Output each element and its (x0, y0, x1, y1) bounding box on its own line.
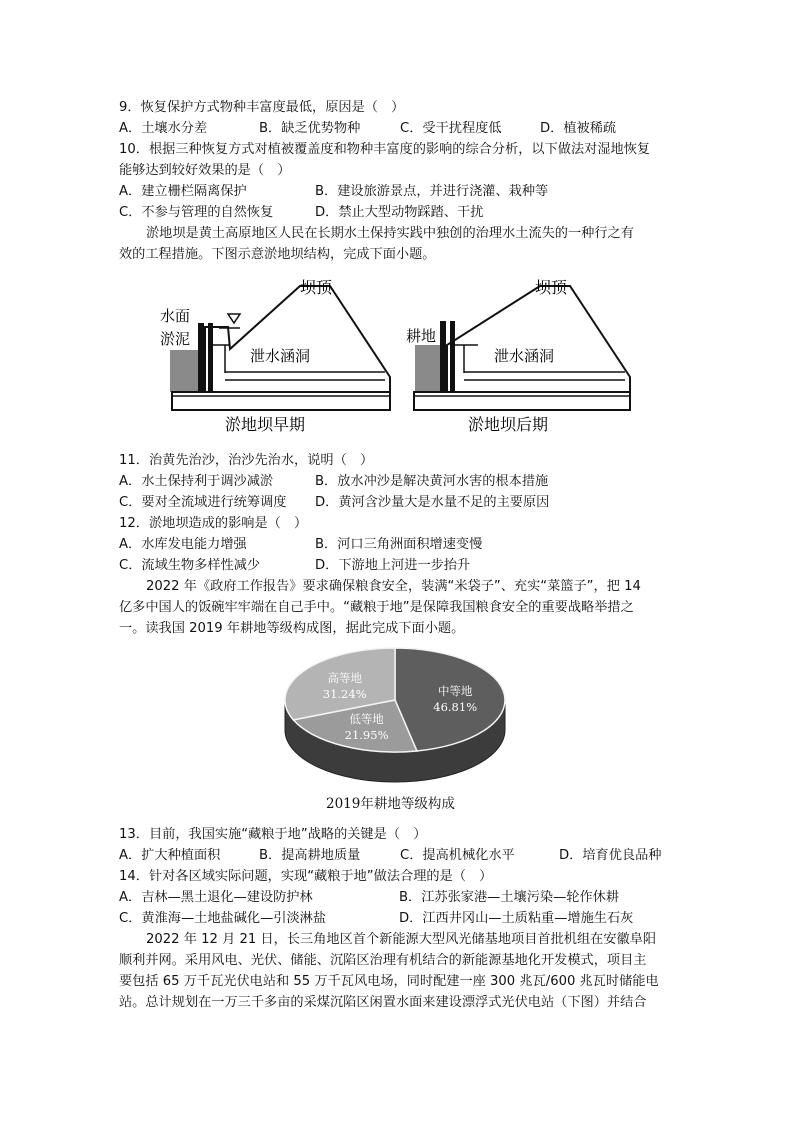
pie-category-label-0: 中等地 (437, 684, 473, 699)
q10-option-a[interactable]: A．建立栅栏隔离保护 (119, 184, 247, 199)
energy-intro-line2: 顺利并网。采用风电、光伏、储能、沉陷区治理有机结合的新能源基地化开发模式，项目主 (119, 953, 647, 968)
silt-label: 淤泥 (160, 330, 191, 348)
culvert-label-early: 泄水涵洞 (250, 347, 311, 365)
q14-option-b[interactable]: B．江苏张家港—土壤污染—轮作休耕 (399, 890, 620, 905)
energy-intro-line3: 要包括 65 万千瓦光伏电站和 55 万千瓦风电场，同时配建一座 300 兆瓦/600 兆瓦时储能电 (119, 974, 659, 989)
q9-option-a[interactable]: A．土壤水分差 (119, 121, 208, 136)
dam-base-late (414, 392, 630, 410)
q13-option-d[interactable]: D．培育优良品种 (559, 848, 662, 863)
pie-value-label-0: 46.81% (433, 700, 478, 715)
q13-option-c[interactable]: C．提高机械化水平 (400, 848, 515, 863)
culvert-label-late: 泄水涵洞 (494, 347, 555, 365)
q10-stem-line2: 能够达到较好效果的是（ ） (119, 163, 291, 178)
drain-tower-right (208, 323, 213, 395)
pie-category-label-2: 高等地 (327, 671, 362, 686)
pie-category-label-1: 低等地 (349, 712, 384, 727)
energy-intro-line1: 2022 年 12 月 21 日，长三角地区首个新能源大型风光储基地项目首批机组在安徽阜阳 (146, 932, 657, 947)
farmland-label: 耕地 (406, 327, 437, 345)
q14-option-a[interactable]: A．吉林—黑土退化—建设防护林 (119, 890, 313, 905)
q13-stem: 13．目前，我国实施“藏粮于地”战略的关键是（ ） (119, 827, 427, 842)
grain-intro-line1: 2022 年《政府工作报告》要求确保粮食安全，装满“米袋子”、充实“菜篮子”，把 14 (146, 579, 641, 594)
q13-option-a[interactable]: A．扩大种植面积 (119, 848, 221, 863)
drain-tower-late-right (450, 321, 455, 395)
q11-option-b[interactable]: B．放水冲沙是解决黄河水害的根本措施 (315, 474, 549, 489)
q10-option-b[interactable]: B．建设旅游景点，并进行浇灌、栽种等 (315, 184, 549, 199)
q9-option-b[interactable]: B．缺乏优势物种 (259, 121, 361, 136)
q11-option-a[interactable]: A．水土保持利于调沙减淤 (119, 474, 274, 489)
farmland-grade-pie-chart (270, 645, 520, 815)
q12-option-c[interactable]: C．流域生物多样性减少 (119, 558, 261, 573)
caption-early: 淤地坝早期 (225, 415, 306, 434)
water-surface-label: 水面 (160, 307, 191, 325)
q10-stem-line1: 10．根据三种恢复方式对植被覆盖度和物种丰富度的影响的综合分析，以下做法对湿地恢复 (119, 142, 651, 157)
dam-intro-line2: 效的工程措施。下图示意淤地坝结构，完成下面小题。 (119, 247, 436, 262)
pie-chart-title: 2019年耕地等级构成 (326, 796, 455, 812)
dam-top-label-late: 坝顶 (535, 278, 568, 297)
energy-intro-line4: 站。总计规划在一万三千多亩的采煤沉陷区闲置水面来建设漂浮式光伏电站（下图）并结合 (119, 995, 647, 1010)
dam-late-diagram (406, 278, 630, 434)
q12-stem: 12．淤地坝造成的影响是（ ） (119, 516, 308, 531)
dam-body-late (447, 286, 630, 392)
q11-option-c[interactable]: C．要对全流域进行统筹调度 (119, 495, 287, 510)
caption-late: 淤地坝后期 (468, 415, 549, 434)
pie-value-label-1: 21.95% (344, 728, 389, 743)
q12-option-a[interactable]: A．水库发电能力增强 (119, 537, 247, 552)
q9-option-c[interactable]: C．受干扰程度低 (400, 121, 502, 136)
drain-tower-late-left (440, 321, 446, 395)
q9-stem: 9．恢复保护方式物种丰富度最低，原因是（ ） (119, 100, 405, 115)
dam-intro-line1: 淤地坝是黄土高原地区人民在长期水土保持实践中独创的治理水土流失的一种行之有 (146, 226, 634, 241)
q10-option-d[interactable]: D．禁止大型动物踩踏、干扰 (315, 205, 484, 220)
water-level-icon (228, 314, 240, 323)
q14-option-c[interactable]: C．黄淮海—土地盐碱化—引淡淋盐 (119, 911, 327, 926)
q11-option-d[interactable]: D．黄河含沙量大是水量不足的主要原因 (315, 495, 550, 510)
grain-intro-line3: 一。读我国 2019 年耕地等级构成图，据此完成下面小题。 (119, 621, 465, 636)
dam-base-early (172, 392, 390, 410)
q13-option-b[interactable]: B．提高耕地质量 (259, 848, 361, 863)
q12-option-b[interactable]: B．河口三角洲面积增速变慢 (315, 537, 483, 552)
dam-structure-figure (150, 265, 650, 445)
q11-stem: 11．治黄先治沙，治沙先治水，说明（ ） (119, 453, 374, 468)
grain-intro-line2: 亿多中国人的饭碗牢牢端在自己手中。“藏粮于地”是保障我国粮食安全的重要战略举措之 (119, 600, 634, 615)
q10-option-c[interactable]: C．不参与管理的自然恢复 (119, 205, 274, 220)
q9-option-d[interactable]: D．植被稀疏 (540, 121, 617, 136)
dam-top-label-early: 坝顶 (300, 278, 333, 297)
dam-body-early (205, 286, 390, 392)
pie-value-label-2: 31.24% (322, 687, 367, 702)
q14-stem: 14．针对各区域实际问题，实现“藏粮于地”做法合理的是（ ） (119, 869, 493, 884)
drain-tower-left (198, 323, 204, 395)
q12-option-d[interactable]: D．下游地上河进一步抬升 (315, 558, 471, 573)
dam-early-diagram (160, 278, 390, 434)
q14-option-d[interactable]: D．江西井冈山—土质粘重—增施生石灰 (399, 911, 634, 926)
